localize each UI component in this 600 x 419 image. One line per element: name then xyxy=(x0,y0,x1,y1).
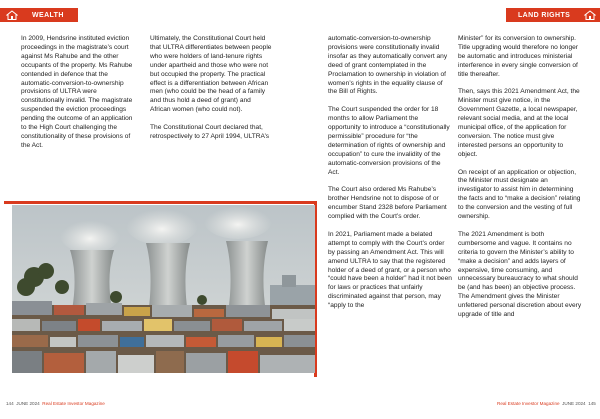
paragraph: automatic-conversion-to-ownership provisions were constitutionally invalid insofar as they automatically convert any deed of grant contemplated in the Proclamation to ownership in violation of women’s rights in the equality clause of the Bill of Rights. xyxy=(328,35,448,96)
page-number-left: 144 xyxy=(6,401,14,406)
paragraph: On receipt of an application or objection, the Minister must designate an investigator to assist him in determining the facts and to “make a decision” relating to the conversion and the vesting of full ownership. xyxy=(458,168,581,221)
paragraph: In 2009, Hendsrine instituted eviction proceedings in the magistrate’s court against Ms Rahube and the other occupants of the property. Ms Rahube contended in defence that the automatic-conversion-to-ownership provisions of ULTRA were constitutionally invalid. The magistrate suspended the eviction proceedings pending the outcome of an application to the High Court challenging the constitutionality of these provisions of the Act. xyxy=(21,35,133,149)
section-label-left: WEALTH xyxy=(32,11,64,19)
paragraph: The Court suspended the order for 18 months to allow Parliament the opportunity to introduce a “constitutionally permissible” procedure for “the determination of rights of ownership and occupation” to cure the invalidity of the automatic-conversion provisions of the Act. xyxy=(328,106,450,176)
page-number-right: 145 xyxy=(588,401,596,406)
house-icon xyxy=(584,10,596,20)
paragraph: In 2021, Parliament made a belated attempt to comply with the Court’s order by passing an Amendment Act. This will amend ULTRA to say that the registered holder of a deed of grant, or a person who “could have been a holder” had it not been for laws or practices that unfairly discriminated against that person, may “apply to the xyxy=(328,230,452,310)
article-column-1 xyxy=(21,35,139,160)
article-column-3 xyxy=(328,35,452,320)
paragraph: The 2021 Amendment is both cumbersome and vague. It contains no criteria to govern the Minister’s ability to “make a decision” and adds layers of expensive, time consuming, and unnecessary bureaucracy to what should be (and has been) an objective process. The Amendment gives the Minister unfettered personal discretion about every upgrade of title and xyxy=(458,230,582,319)
township-photo xyxy=(12,205,315,373)
magazine-name-left: Real Estate Investor Magazine xyxy=(42,401,105,406)
section-tab-land-rights xyxy=(506,8,600,22)
paragraph: Minister” for its conversion to ownership. Title upgrading would therefore no longer be automatic and introduces ministerial interference in every single conversion of title thereafter. xyxy=(458,35,578,78)
footer-left xyxy=(6,401,105,407)
issue-date-left: JUNE 2024 xyxy=(16,401,40,406)
township-cooling-towers-image xyxy=(12,205,315,373)
article-column-4 xyxy=(458,35,582,329)
footer-right xyxy=(497,401,596,407)
paragraph: The Court also ordered Ms Rahube’s brother Hendsrine not to dispose of or encumber Stand 2328 before Parliament complied with the Court’s order. xyxy=(328,186,447,221)
paragraph: Then, says this 2021 Amendment Act, the Minister must give notice, in the Government Gazette, a local newspaper, relevant social media, and at the local municipal office, of the application for conversion. The notice must give interested persons an opportunity to object. xyxy=(458,88,580,158)
section-label-right: LAND RIGHTS xyxy=(518,11,571,19)
paragraph: The Constitutional Court declared that, retrospectively to 27 April 1994, ULTRA’s xyxy=(150,124,270,140)
issue-date-right: JUNE 2024 xyxy=(562,401,586,406)
article-column-2 xyxy=(150,35,272,151)
section-tab-wealth xyxy=(0,8,78,22)
magazine-name-right: Real Estate Investor Magazine xyxy=(497,401,560,406)
house-icon xyxy=(6,10,18,20)
paragraph: Ultimately, the Constitutional Court held that ULTRA differentiates between people who were holders of land-tenure rights under apartheid and those who were not but occupied the property. The practical effect is a differentiation between African men (who could be the head of a family and thus hold a deed of grant) and African women (who could not). xyxy=(150,35,272,114)
